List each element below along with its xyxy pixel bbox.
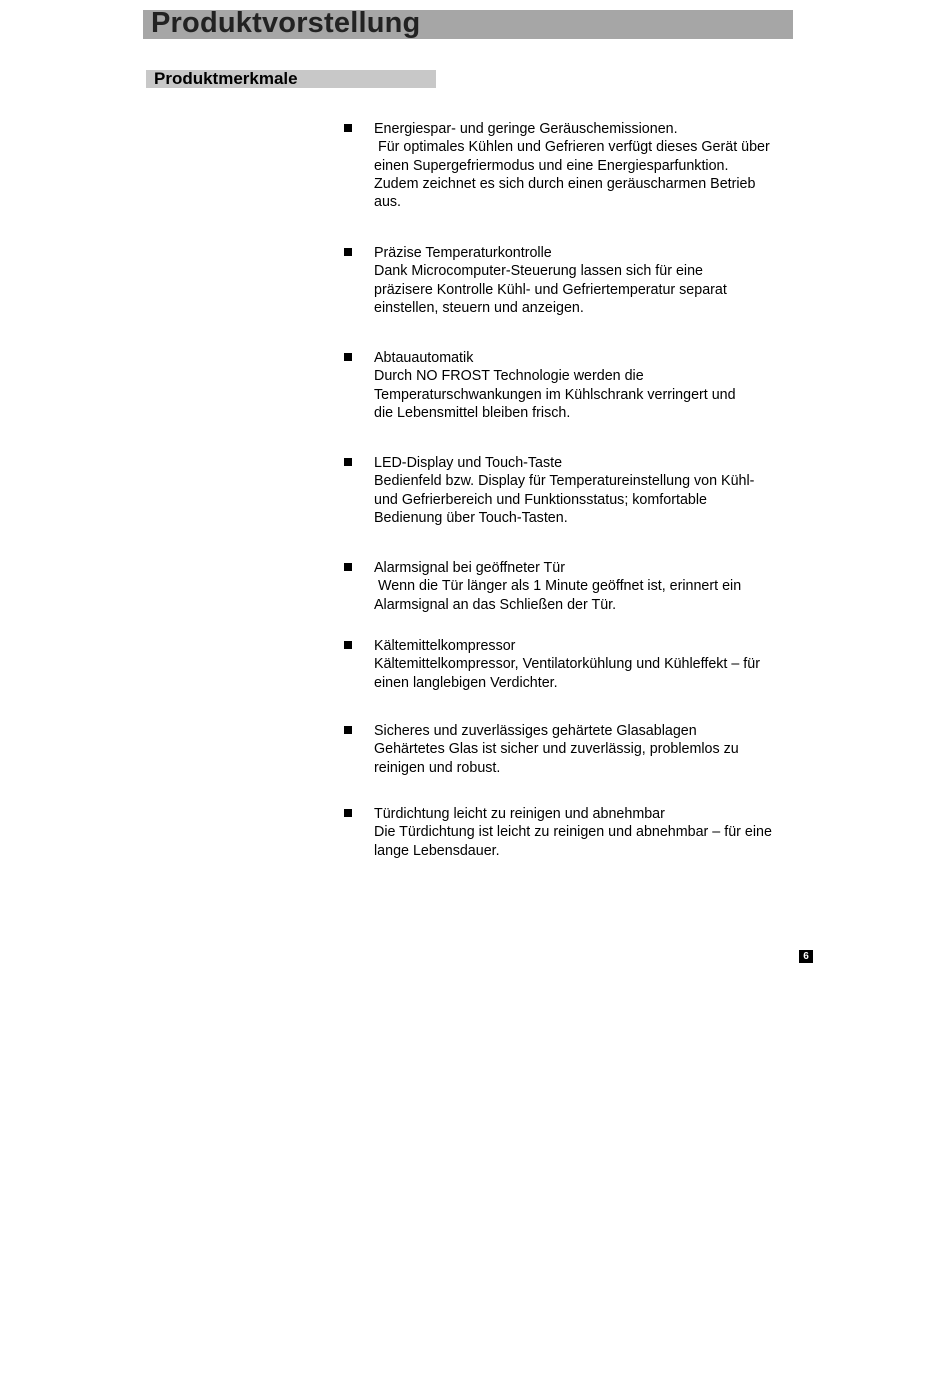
square-bullet-icon (344, 641, 352, 649)
feature-line: einen langlebigen Verdichter. (374, 674, 558, 691)
feature-line: Temperaturschwankungen im Kühlschrank verringert und (374, 386, 736, 403)
feature-title: Türdichtung leicht zu reinigen und abnehmbar (374, 806, 665, 822)
page-title: Produktvorstellung (151, 7, 421, 39)
feature-line: reinigen und robust. (374, 759, 501, 776)
feature-text (374, 454, 794, 527)
feature-title: LED-Display und Touch-Taste (374, 455, 563, 471)
feature-text (374, 559, 794, 614)
feature-line: Alarmsignal an das Schließen der Tür. (374, 596, 617, 613)
feature-title: Sicheres und zuverlässiges gehärtete Glasablagen (374, 723, 697, 739)
feature-title: Energiespar- und geringe Geräuschemissionen. (374, 121, 678, 137)
section-title: Produktmerkmale (154, 69, 298, 88)
feature-line: die Lebensmittel bleiben frisch. (374, 404, 571, 421)
feature-line: Durch NO FROST Technologie werden die (374, 368, 644, 385)
feature-line: Dank Microcomputer-Steuerung lassen sich für eine (374, 263, 703, 280)
feature-line: Bedienung über Touch-Tasten. (374, 509, 568, 526)
feature-line: einen Supergefriermodus und eine Energiesparfunktion. (374, 157, 729, 174)
feature-text (374, 120, 794, 211)
feature-line: Gehärtetes Glas ist sicher und zuverlässig, problemlos zu (374, 741, 739, 758)
feature-text (374, 805, 794, 860)
feature-text (374, 244, 794, 317)
feature-text (374, 637, 794, 692)
feature-title: Abtauautomatik (374, 350, 474, 366)
feature-title: Kältemittelkompressor (374, 638, 516, 654)
square-bullet-icon (344, 726, 352, 734)
feature-title: Präzise Temperaturkontrolle (374, 245, 552, 261)
square-bullet-icon (344, 248, 352, 256)
feature-line: lange Lebensdauer. (374, 842, 500, 859)
square-bullet-icon (344, 458, 352, 466)
feature-line: und Gefrierbereich und Funktionsstatus; komfortable (374, 491, 707, 508)
feature-line: einstellen, steuern und anzeigen. (374, 299, 584, 316)
square-bullet-icon (344, 353, 352, 361)
square-bullet-icon (344, 809, 352, 817)
page-number: 6 (799, 950, 813, 963)
feature-line: Kältemittelkompressor, Ventilatorkühlung und Kühleffekt – für (374, 656, 760, 673)
feature-line: Wenn die Tür länger als 1 Minute geöffnet ist, erinnert ein (374, 578, 742, 595)
feature-text (374, 349, 794, 422)
square-bullet-icon (344, 124, 352, 132)
feature-text (374, 722, 794, 777)
feature-line: Für optimales Kühlen und Gefrieren verfügt dieses Gerät über (374, 139, 770, 156)
feature-line: Die Türdichtung ist leicht zu reinigen und abnehmbar – für eine (374, 824, 772, 841)
feature-line: präzisere Kontrolle Kühl- und Gefriertemperatur separat (374, 281, 727, 298)
feature-title: Alarmsignal bei geöffneter Tür (374, 560, 565, 576)
feature-line: Bedienfeld bzw. Display für Temperatureinstellung von Kühl- (374, 473, 755, 490)
feature-line: Zudem zeichnet es sich durch einen geräuscharmen Betrieb (374, 175, 756, 192)
square-bullet-icon (344, 563, 352, 571)
feature-line: aus. (374, 194, 402, 211)
